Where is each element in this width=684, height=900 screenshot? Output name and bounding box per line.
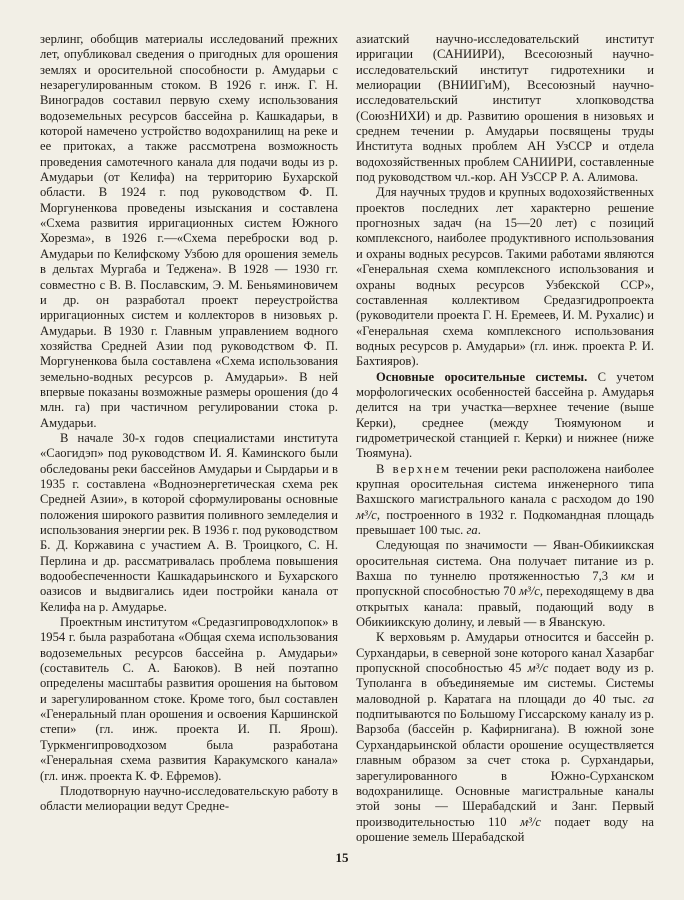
paragraph: Проектным институтом «Средазгипроводхлопок» в 1954 г. была разработана «Общая схема использования водоземельных ресурсов бассейна р. Амударьи» (составитель С. А. Баюков). В ней поэтапно определены масштабы развития орошения на бытовом и зарегулированном стоке. Кроме того, был составлен «Генеральный план орошения и освоения Каршинской степи» (гл. инж. проекта И. П. Ярош). Туркменгипроводхозом была разработана «Генеральная схема развития Каракумского канала» (гл. инж. проекта К. Ф. Ефремов). xyxy=(40,615,338,783)
paragraph: Плодотворную научно-исследовательскую работу в области мелиорации ведут Средне- xyxy=(40,783,338,814)
unit: м³/с xyxy=(518,584,540,599)
paragraph: зерлинг, обобщив материалы исследований прежних лет, опубликовал сведения о пригодных для орошения землях и оросительной способности р. Амударьи с незарегулированным стоком. В 1926 г. инж. Г. Н. Виноградов составил первую схему использования водоземельных ресурсов бассейна р. Кашкадарьи, в которой намечено устройство водохранилищ на реке и ее притоках, а также рассмотрена возможность проведения самотечного канала для подачи воды из р. Амударьи (от Келифа) на территорию Бухарской области. В 1924 г. под руководством Ф. П. Моргуненкова проведены изыскания и составлена «Схема развития ирригационных систем Южного Хорезма», в 1926 г.—«Схема переброски вод р. Амударьи по Келифскому Узбою для орошения земель в дельтах Мургаба и Теджена». В 1928 — 1930 гг. совместно с В. В. Пославским, Э. М. Беньяминовичем и др. он разработал проект переустройства ирригационных систем и коллекторов в низовьях р. Амударьи. В 1930 г. Главным управлением водного хозяйства Средней Азии под руководством Ф. П. Моргуненкова была составлена «Схема использования земельно-водных ресурсов р. Амударьи». В ней впервые показаны возможные размеры орошения (до 4 млн. га) при частичном регулировании стока р. Амударьи. xyxy=(40,32,338,430)
right-text-column xyxy=(356,32,654,845)
unit: га xyxy=(642,691,654,706)
spaced-emphasis: В верхнем xyxy=(376,461,452,476)
paragraph: К верховьям р. Амударьи относится и бассейн р. Сурхандарьи, в северной зоне которого канал Хазарбаг пропускной способностью 45 м³/с подает воду из р. Туполанга в объединяемые им системы. Системы маловодной р. Каратага на площади до 40 тыс. га подпитываются по Большому Гиссарскому каналу из р. Варзоба (бассейн р. Кафирнигана). В южной зоне Сурхандарьинской области орошение осуществляется главным образом за счет стока р. Сурхандарьи, зарегулированного в Южно-Сурханском водохранилище. Основные магистральные каналы этой зоны — Шерабадский и Занг. Первый производительностью 110 м³/с подает воду на орошение земель Шерабадской xyxy=(356,630,654,844)
unit: м³/с xyxy=(520,814,541,829)
unit: га xyxy=(466,523,478,537)
paragraph xyxy=(356,370,654,462)
left-text-column xyxy=(40,32,338,815)
section-heading: Основные оросительные системы. xyxy=(376,369,588,384)
paragraph: В начале 30-х годов специалистами института «Саогидэп» под руководством И. Я. Каминского были обследованы реки бассейнов Амударьи и Сырдарьи и в 1935 г. составлена «Водноэнергетическая схема рек Средней Азии», в которой сформулированы основные положения широкого развития поливного земледелия и использования энергии рек. В 1936 г. под руководством Б. Д. Коржавина с участием А. В. Троицкого, С. Н. Перлина и др. рассматривалась проблема повышения водообеспеченности Кашкадарьинского и Бухарского оазисов и выдвигались идеи постройки канала от Келифа на р. Амударье. xyxy=(40,430,338,614)
unit: м³/с xyxy=(356,507,377,522)
unit: м³/с xyxy=(527,661,549,676)
unit: км xyxy=(620,569,635,584)
page-number: 15 xyxy=(335,850,349,865)
paragraph: азиатский научно-исследовательский институт ирригации (САНИИРИ), Всесоюзный научно-исследовательский институт гидротехники и мелиорации (ВНИИГиМ), Всесоюзный научно-исследовательский институт хлопководства (СоюзНИХИ) и др. Развитию орошения в низовьях и среднем течении р. Амударьи посвящены труды Института водных проблем АН УзССР и отдела водохозяйственных проблем САНИИРИ, составленные под руководством чл.-кор. АН УзССР Р. А. Алимова. xyxy=(356,32,654,185)
paragraph: В верхнем течении реки расположена наиболее крупная оросительная система инженерного типа Вахшского магистрального канала с расходом до 190 м³/с, построенного в 1932 г. Подкомандная площадь превышает 100 тыс. га. xyxy=(356,461,654,537)
paragraph: Следующая по значимости — Яван-Обикиикская оросительная система. Она получает питание из р. Вахша по туннелю протяженностью 7,3 км и пропускной способностью 70 м³/с, переходящему в два открытых канала: правый, подающий воду в Обикиикскую долину, и левый — в Яванскую. xyxy=(356,538,655,630)
paragraph-text: С учетом морфологических особенностей бассейна р. Амударья делится на три участка—верхнее течение (выше Керки), среднее (между Тюямуюном и гидрометрической станцией г. Керки) и нижнее (ниже Тюямуна). xyxy=(356,369,655,461)
paragraph: Для научных трудов и крупных водохозяйственных проектов последних лет характерно решение прогнозных задач (на 15—20 лет) с позиций комплексного, наиболее продуктивного использования и охраны водных ресурсов. Такими работами являются «Генеральная схема комплексного использования и охраны водных ресурсов Узбекской ССР», составленная коллективом Средазгидропроекта (руководители проекта Г. Н. Еремеев, И. М. Рухалис) и «Генеральная схема комплексного использования водных ресурсов р. Амударьи» (гл. инж. проекта Р. И. Бахтияров). xyxy=(356,185,654,369)
